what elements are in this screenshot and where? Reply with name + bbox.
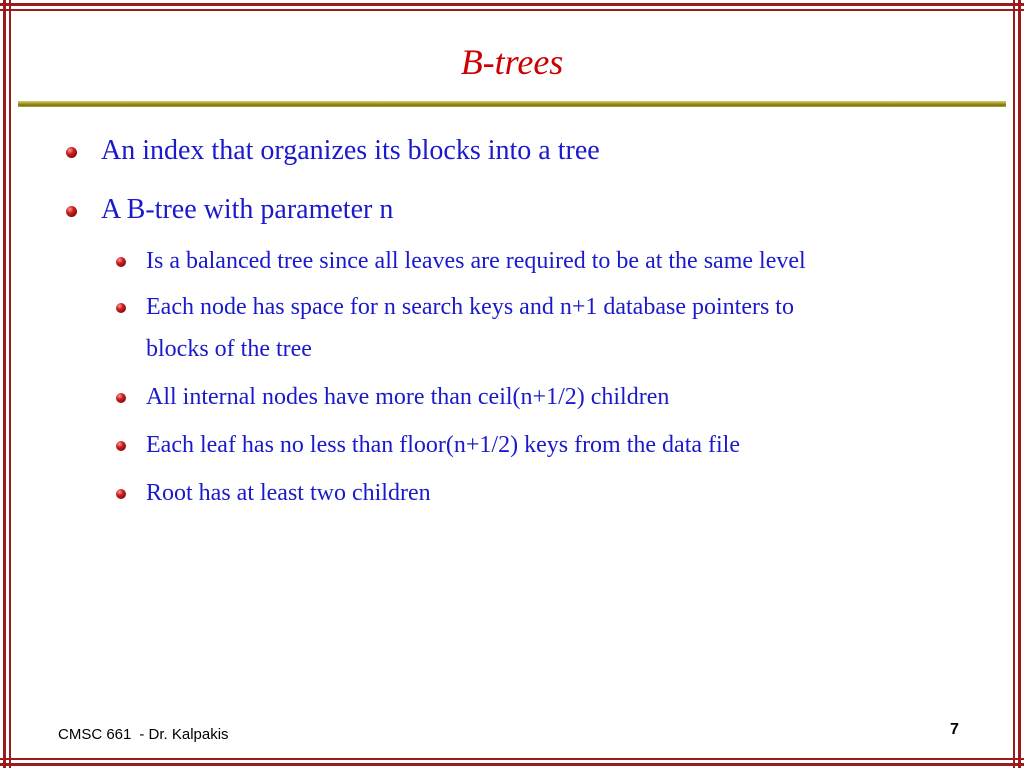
sub-bullet-icon — [116, 489, 126, 499]
bullet-item: An index that organizes its blocks into a tree — [101, 135, 600, 166]
footer-course — [58, 726, 229, 743]
bullet-icon — [66, 147, 77, 158]
sub-bullet-item: Each leaf has no less than floor(n+1/2) keys from the data file — [146, 432, 740, 458]
sub-bullet-item-continuation: blocks of the tree — [146, 336, 312, 362]
sub-bullet-item: Each node has space for n search keys and n+1 database pointers to — [146, 294, 794, 320]
author-label: - Dr. Kalpakis — [139, 726, 229, 743]
course-label: CMSC 661 — [58, 726, 132, 743]
sub-bullet-icon — [116, 441, 126, 451]
sub-bullet-icon — [116, 257, 126, 267]
sub-bullet-item: Root has at least two children — [146, 480, 431, 506]
bullet-icon — [66, 206, 77, 217]
sub-bullet-item: Is a balanced tree since all leaves are required to be at the same level — [146, 248, 806, 274]
slide-title: B-trees — [460, 42, 564, 82]
sub-bullet-icon — [116, 393, 126, 403]
sub-bullet-item: All internal nodes have more than ceil(n+1/2) children — [146, 384, 670, 410]
sub-bullet-icon — [116, 303, 126, 313]
bullet-item: A B-tree with parameter n — [101, 194, 394, 225]
page-number: 7 — [950, 721, 959, 738]
